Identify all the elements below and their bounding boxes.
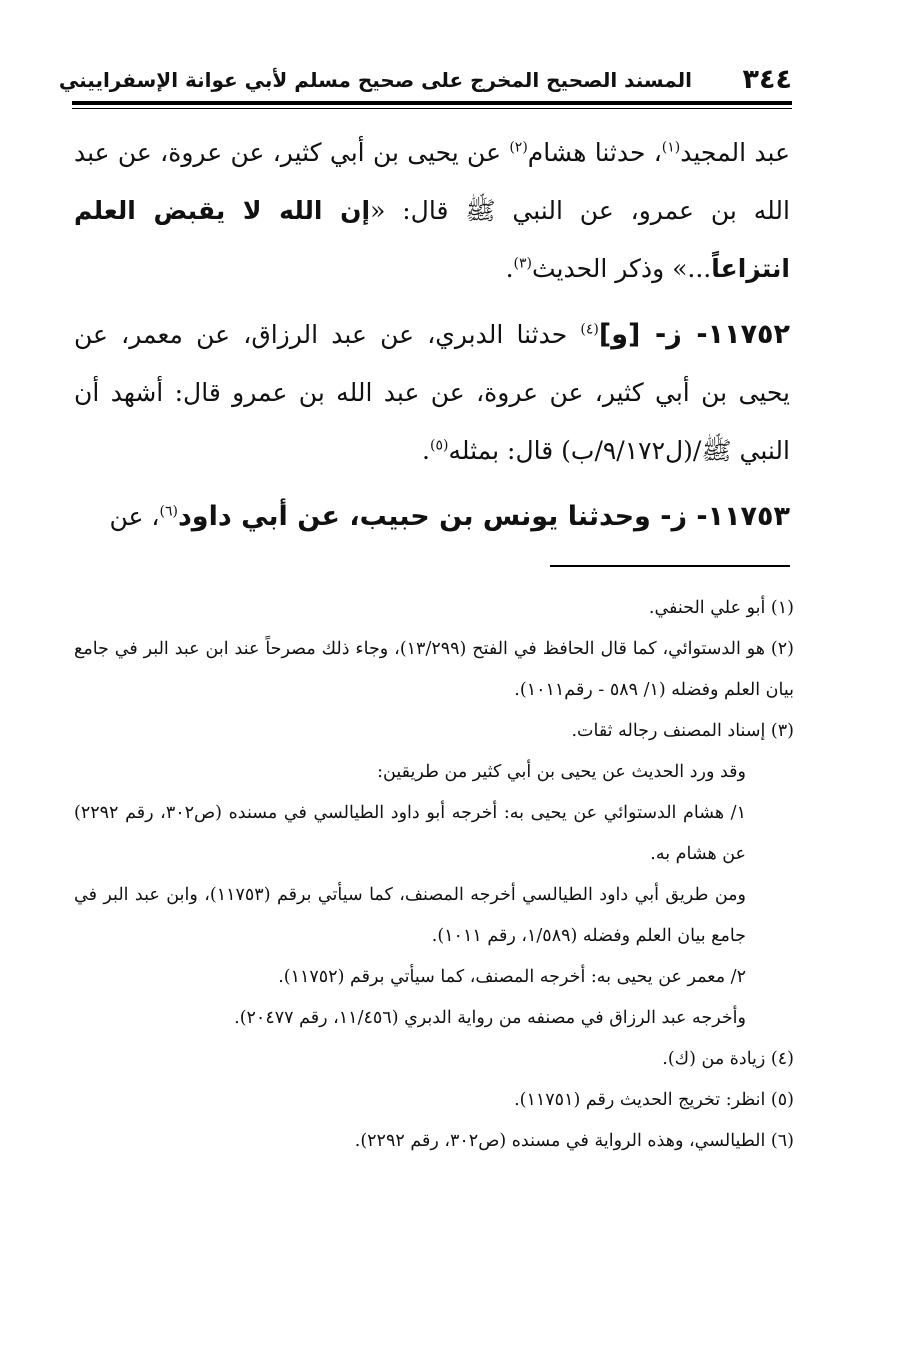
text-run: ...» وذكر الحديث bbox=[531, 254, 712, 283]
text-run: عبد المجيد bbox=[680, 138, 790, 167]
footnote-ref: (٣) bbox=[513, 255, 532, 272]
footnote-ref: (٤) bbox=[580, 321, 599, 338]
footnote-ref: (٦) bbox=[159, 503, 178, 520]
hadith-marker: - ز- [و] bbox=[598, 319, 708, 350]
text-run: . bbox=[422, 436, 430, 465]
footnote: (٢) هو الدستوائي، كما قال الحافظ في الفتح (١٣/٢٩٩)، وجاء ذلك مصرحاً عند ابن عبد البر في جامع بيان العلم وفضله (١/ ٥٨٩ - رقم١٠١١). bbox=[74, 639, 794, 700]
hadith-number: ١١٧٥٣ bbox=[707, 501, 790, 532]
header-rule-thin bbox=[72, 108, 792, 109]
hadith-quote: إن الله لا يقبض العلم انتزاعاً bbox=[74, 196, 790, 283]
page-header bbox=[58, 62, 792, 102]
footnote: ومن طريق أبي داود الطيالسي أخرجه المصنف، كما سيأتي برقم (١١٧٥٣)، وابن عبد البر في جامع بيان العلم وفضله (١/٥٨٩، رقم ١٠١١). bbox=[74, 885, 746, 946]
paragraph-continuation bbox=[74, 124, 790, 298]
running-title: المسند الصحيح المخرج على صحيح مسلم لأبي عوانة الإسفراييني bbox=[58, 68, 692, 92]
main-text bbox=[74, 124, 790, 554]
footnote: (٦) الطيالسي، وهذه الرواية في مسنده (ص٣٠٢، رقم ٢٢٩٢). bbox=[354, 1131, 794, 1151]
footnote: (٥) انظر: تخريج الحديث رقم (١١٧٥١). bbox=[514, 1090, 794, 1110]
footnote-ref: (١) bbox=[661, 139, 681, 156]
footnote-separator bbox=[550, 565, 790, 567]
text-run: حدثنا الدبري، عن عبد الرزاق، عن معمر، عن يحيى بن أبي كثير، عن عروة، عن عبد الله بن عمرو قال: أشهد أن النبي ﷺ/(ل٩/١٧٢/ب) قال: بمثله bbox=[74, 320, 790, 465]
text-run: عن يحيى بن أبي كثير، عن عروة، عن عبد الله بن عمرو، عن النبي ﷺ قال: « bbox=[74, 138, 790, 225]
hadith-11753 bbox=[74, 488, 790, 546]
footnote: وأخرجه عبد الرزاق في مصنفه من رواية الدبري (١١/٤٥٦، رقم ٢٠٤٧٧). bbox=[234, 1008, 746, 1028]
footnote: وقد ورد الحديث عن يحيى بن أبي كثير من طريقين: bbox=[377, 762, 746, 782]
text-run: . bbox=[505, 254, 514, 283]
hadith-11752 bbox=[74, 306, 790, 480]
footnote: (٤) زيادة من (ك). bbox=[662, 1049, 794, 1069]
page-number: ٣٤٤ bbox=[742, 64, 792, 95]
footnote: (١) أبو علي الحنفي. bbox=[648, 598, 794, 618]
hadith-marker: - ز- وحدثنا يونس بن حبيب، عن أبي داود bbox=[177, 501, 708, 532]
footnote: (٣) إسناد المصنف رجاله ثقات. bbox=[571, 721, 794, 741]
text-run: ، عن bbox=[109, 502, 160, 531]
footnotes bbox=[74, 588, 794, 1162]
text-run: ، حدثنا هشام bbox=[527, 138, 662, 167]
footnote: ١/ هشام الدستوائي عن يحيى به: أخرجه أبو داود الطيالسي في مسنده (ص٣٠٢، رقم ٢٢٩٢) عن هشام به. bbox=[74, 803, 746, 864]
footnote: ٢/ معمر عن يحيى به: أخرجه المصنف، كما سيأتي برقم (١١٧٥٢). bbox=[278, 967, 746, 987]
footnote-ref: (٢) bbox=[509, 139, 528, 156]
hadith-number: ١١٧٥٢ bbox=[707, 319, 791, 350]
header-rule bbox=[72, 101, 792, 105]
footnote-ref: (٥) bbox=[430, 437, 449, 454]
